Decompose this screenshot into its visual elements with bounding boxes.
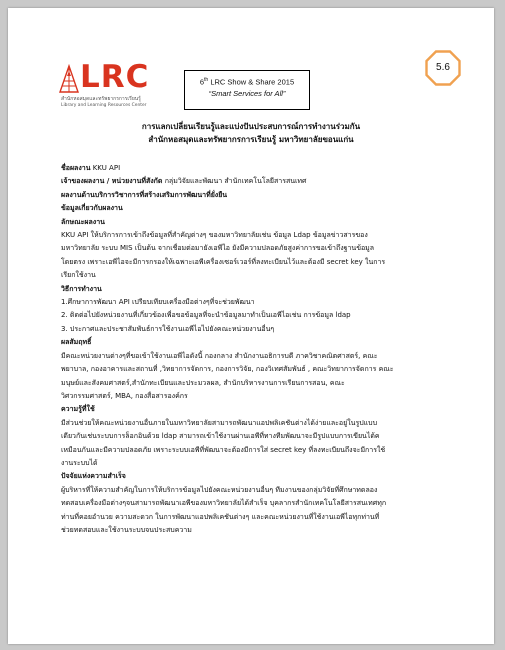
event-tagline: “Smart Services for All” bbox=[208, 88, 286, 98]
paragraph-line: โดยตรง เพราะเอพีไอจะมีการกรองให้เฉพาะเอพีเครื่องเซอร์เวอร์ที่ลงทะเบียนไว้และต้องมี secret key ในการ bbox=[61, 257, 386, 266]
method-step: 1.ศึกษาการพัฒนา API เปรียบเทียบเครื่องมือต่างๆที่จะช่วยพัฒนา bbox=[61, 298, 255, 307]
logo-subtitle-english: Library and Learning Resources Center bbox=[61, 103, 147, 108]
result-heading: ผลสัมฤทธิ์ bbox=[61, 338, 92, 347]
logo-subtitle-thai: สำนักหอสมุดและทรัพยากรการเรียนรู้ bbox=[61, 96, 141, 102]
title-line-2: สำนักหอสมุดและทรัพยากรการเรียนรู้ มหาวิทยาลัยขอนแก่น bbox=[148, 135, 354, 144]
event-name: LRC Show & Share 2015 bbox=[210, 77, 295, 87]
paragraph-line: งานระบบได้ bbox=[61, 458, 98, 467]
project-owner-row bbox=[61, 175, 451, 188]
title-line-1: การแลกเปลี่ยนเรียนรู้และแบ่งปันประสบการณ์การทำงานร่วมกัน bbox=[141, 122, 361, 131]
event-name-line bbox=[185, 75, 309, 88]
method-step: 3. ประกาศและประชาสัมพันธ์การใช้งานเอพีไอไปยังคณะหน่วยงานอื่นๆ bbox=[61, 324, 275, 333]
method-step: 2. ติดต่อไปยังหน่วยงานที่เกี่ยวข้องเพื่อขอข้อมูลที่จะนำข้อมูลมาทำเป็นเอพีไอเช่น การข้อมูล ldap bbox=[61, 311, 351, 320]
knowledge-heading: ความรู้ที่ใช้ bbox=[61, 405, 95, 414]
paragraph-line: มีคณะหน่วยงานต่างๆที่ขอเข้าใช้งานเอพีไอดังนี้ กองกลาง สำนักงานอธิการบดี ภาควิชาคณิตศาสตร์, คณะ bbox=[61, 351, 378, 360]
paragraph-line: มหาวิทยาลัย ระบบ MIS เป็นต้น จากเชื่อมต่อมายังเอพีไอ ยังมีความปลอดภัยสูงค่าการขอเข้าถึงฐานข้อมูล bbox=[61, 244, 375, 253]
info-heading: ข้อมูลเกี่ยวกับผลงาน bbox=[61, 204, 123, 213]
paragraph-line: เดียวกันเช่นระบบการล็อกอินด้วย ldap สามารถเข้าใช้งานผ่านเอพีที่ทางทีมพัฒนาจะมีรูปแบบการเขียนได้ค bbox=[61, 432, 380, 441]
paragraph-line: วิศวกรรมศาสตร์, MBA, กองสื่อสารองค์กร bbox=[61, 391, 188, 400]
event-box bbox=[184, 70, 310, 110]
project-name-value: KKU API bbox=[92, 164, 121, 172]
badge-number: 5.6 bbox=[436, 62, 450, 73]
characteristics-heading: ลักษณะผลงาน bbox=[61, 217, 105, 226]
document-page bbox=[8, 8, 494, 644]
event-ordinal: th bbox=[204, 77, 209, 83]
paragraph-line: มีส่วนช่วยให้คณะหน่วยงานอื่นภายในมหาวิทยาลัยสามารถพัฒนาแอปพลิเคชันต่างได้ง่ายและอยู่ในรูปแบบ bbox=[61, 418, 378, 427]
paragraph-line: ช่วยทดสอบและใช้งานระบบจนประสบความ bbox=[61, 525, 192, 534]
success-factors-heading: ปัจจัยแห่งความสำเร็จ bbox=[61, 472, 126, 481]
document-body bbox=[61, 162, 451, 537]
event-number: 6 bbox=[199, 77, 205, 87]
paragraph-line: เหมือนกันและมีความปลอดภัย เพราะระบบเอพีที่พัฒนาจะต้องมีการใส่ secret key ที่ลงทะเบียนถึงจะมีการใช้ bbox=[61, 445, 386, 454]
logo-wordmark: LRC bbox=[80, 59, 150, 95]
project-name-label: ชื่อผลงาน bbox=[61, 164, 91, 172]
paragraph-line: ท่านที่คอยอำนวย ความสะดวก ในการพัฒนาแอปพลิเคชันต่างๆ และคณะหน่วยงานที่ใช้งานเอพีไอทุกท่านที่ bbox=[61, 512, 380, 521]
paragraph-line: ทดสอบเครื่องมือต่างๆจนสามารถพัฒนาเอพีของมหาวิทยาลัยได้สำเร็จ บุคลากรสำนักเทคโนโลยีสารสนเทศทุก bbox=[61, 499, 387, 508]
paragraph-line: KKU API ให้บริการการเข้าถึงข้อมูลที่สำคัญต่างๆ ของมหาวิทยาลัยเช่น ข้อมูล Ldap ข้อมูลข่าวสารของ bbox=[61, 231, 368, 240]
project-name-row bbox=[61, 162, 451, 175]
method-heading: วิธีการทำงาน bbox=[61, 284, 102, 293]
project-owner-value: กลุ่มวิจัยและพัฒนา สำนักเทคโนโลยีสารสนเทศ bbox=[164, 177, 307, 186]
pagoda-emblem-icon bbox=[58, 64, 80, 94]
paragraph-line: มนุษย์และสังคมศาสตร์,สำนักทะเบียนและประมวลผล, สำนักบริหารงานการเรียนการสอน, คณะ bbox=[61, 378, 345, 387]
paragraph-line: เรียกใช้งาน bbox=[61, 271, 96, 280]
lrc-logo bbox=[58, 58, 168, 114]
paragraph-line: ผู้บริหารที่ให้ความสำคัญในการให้บริการข้อมูลไปยังคณะหน่วยงานอื่นๆ ทีมงานของกลุ่มวิจัยที่ศึกษาทดลอง bbox=[61, 485, 378, 494]
paragraph-line: พยาบาล, กองอาคารและสถานที่ ,วิทยาการจัดการ, กองการวิจัย, กองวิเทศสัมพันธ์ , คณะวิทยาการจัดการ คณะ bbox=[61, 365, 394, 374]
project-category: ผลงานด้านบริการวิชาการที่สร้างเสริมการพัฒนาที่ยั่งยืน bbox=[61, 190, 228, 199]
project-owner-label: เจ้าของผลงาน / หน่วยงานที่สังกัด bbox=[61, 177, 163, 186]
